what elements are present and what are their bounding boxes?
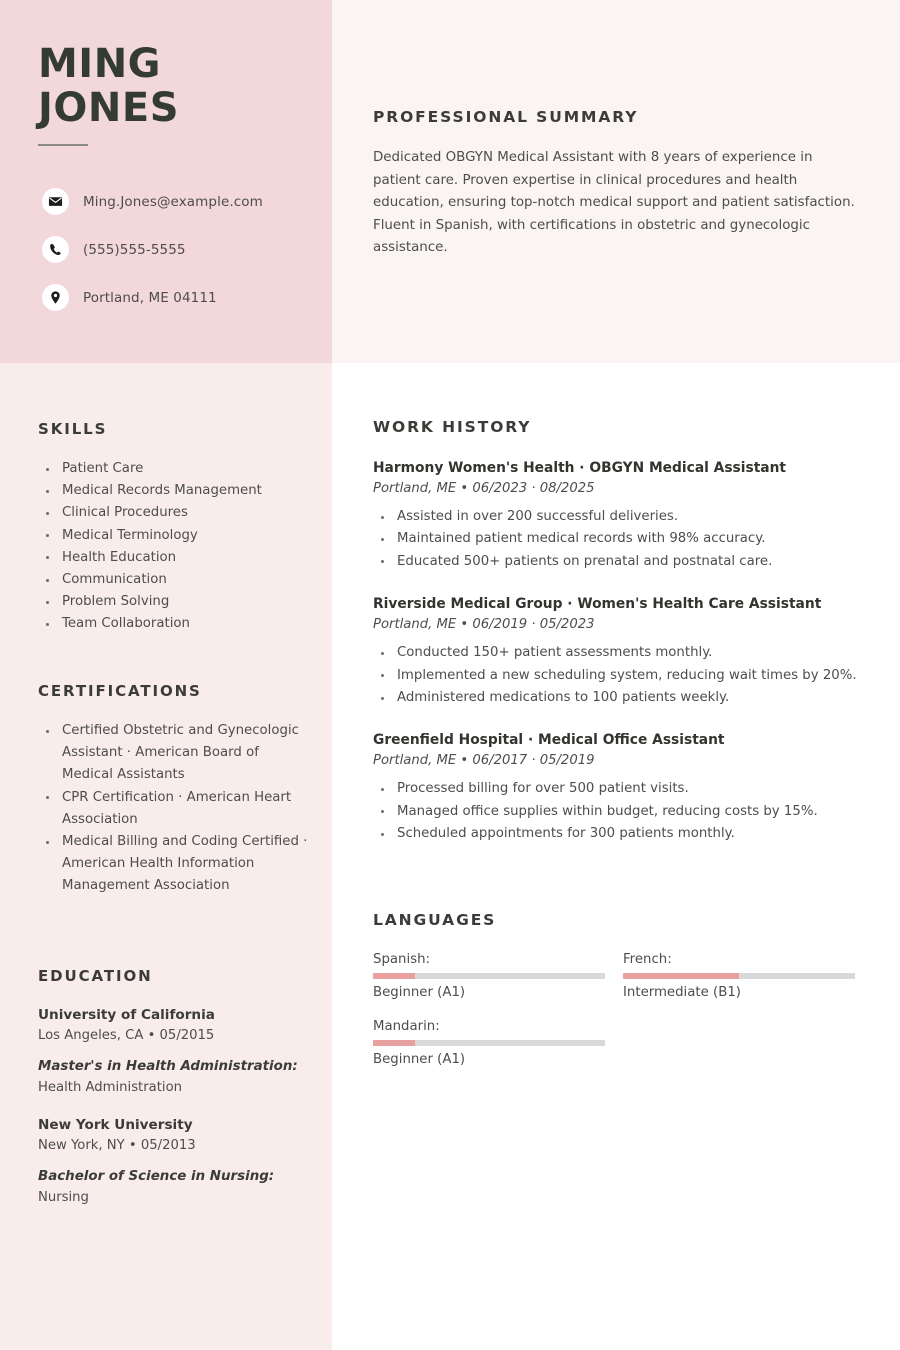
list-item: Implemented a new scheduling system, reducing wait times by 20%. [373, 665, 873, 687]
envelope-icon [42, 188, 69, 215]
language-name: French: [623, 952, 672, 967]
languages-heading: LANGUAGES [373, 911, 497, 929]
education-degree: Bachelor of Science in Nursing: [38, 1169, 275, 1184]
languages-grid [373, 950, 863, 1070]
language-proficiency-bar [373, 973, 605, 979]
job-title: Greenfield Hospital · Medical Office Assistant [373, 732, 725, 749]
list-item: Clinical Procedures [38, 502, 318, 524]
contact-location[interactable] [42, 284, 332, 311]
education-heading: EDUCATION [38, 967, 153, 985]
work-history-entry [373, 730, 873, 845]
language-entry [373, 950, 605, 1003]
skills-list [38, 458, 318, 636]
list-item: CPR Certification · American Heart Association [38, 787, 308, 831]
language-level: Beginner (A1) [373, 1052, 466, 1067]
first-name: MING [38, 41, 161, 87]
contact-email[interactable] [42, 188, 332, 215]
education-list [38, 1005, 318, 1225]
job-title: Riverside Medical Group · Women's Health Care Assistant [373, 596, 822, 613]
education-field: Nursing [38, 1190, 89, 1205]
list-item: Team Collaboration [38, 613, 318, 635]
language-proficiency-fill [373, 1040, 415, 1046]
contact-phone-text: (555)555-5555 [83, 241, 186, 258]
language-proficiency-bar [373, 1040, 605, 1046]
contact-location-text: Portland, ME 04111 [83, 289, 217, 306]
last-name: JONES [38, 85, 179, 131]
list-item: Medical Billing and Coding Certified · American Health Information Management Association [38, 831, 308, 898]
job-title: Harmony Women's Health · OBGYN Medical Assistant [373, 460, 787, 476]
list-item: Maintained patient medical records with 98% accuracy. [373, 528, 873, 550]
work-history-list [373, 458, 873, 867]
education-school: University of California [38, 1007, 215, 1023]
job-meta: Portland, ME • 06/2017 · 05/2019 [373, 753, 595, 769]
contact-phone[interactable] [42, 236, 332, 263]
work-history-heading: WORK HISTORY [373, 418, 532, 436]
list-item: Patient Care [38, 458, 318, 480]
education-meta: New York, NY • 05/2013 [38, 1138, 196, 1153]
education-school: New York University [38, 1117, 193, 1133]
language-proficiency-fill [373, 973, 415, 979]
list-item: Medical Records Management [38, 480, 318, 502]
language-entry [373, 1017, 605, 1070]
language-level: Beginner (A1) [373, 985, 466, 1000]
list-item: Problem Solving [38, 591, 318, 613]
language-proficiency-fill [623, 973, 739, 979]
job-bullets [373, 506, 873, 573]
list-item: Communication [38, 569, 318, 591]
job-meta: Portland, ME • 06/2023 · 08/2025 [373, 481, 595, 496]
job-bullets [373, 642, 873, 709]
education-degree: Master's in Health Administration: [38, 1059, 298, 1074]
language-level: Intermediate (B1) [623, 985, 741, 1000]
list-item: Administered medications to 100 patients weekly. [373, 687, 873, 709]
certifications-list [38, 720, 308, 898]
phone-icon [42, 236, 69, 263]
list-item: Medical Terminology [38, 525, 318, 547]
education-field: Health Administration [38, 1080, 182, 1095]
map-pin-icon [42, 284, 69, 311]
education-meta: Los Angeles, CA • 05/2015 [38, 1028, 215, 1043]
language-name: Mandarin: [373, 1019, 440, 1034]
language-proficiency-bar [623, 973, 855, 979]
work-history-entry [373, 458, 873, 573]
summary-heading: PROFESSIONAL SUMMARY [373, 108, 639, 126]
language-name: Spanish: [373, 952, 430, 967]
name-divider [38, 144, 88, 146]
list-item: Educated 500+ patients on prenatal and postnatal care. [373, 551, 873, 573]
list-item: Conducted 150+ patient assessments monthly. [373, 642, 873, 664]
education-entry [38, 1005, 318, 1098]
certifications-heading: CERTIFICATIONS [38, 682, 202, 700]
contact-list [42, 188, 332, 332]
list-item: Processed billing for over 500 patient visits. [373, 778, 873, 800]
contact-email-text: Ming.Jones@example.com [83, 193, 263, 210]
list-item: Scheduled appointments for 300 patients monthly. [373, 823, 873, 845]
education-entry [38, 1115, 318, 1208]
language-entry [623, 950, 855, 1003]
list-item: Assisted in over 200 successful deliveries. [373, 506, 873, 528]
list-item: Certified Obstetric and Gynecologic Assistant · American Board of Medical Assistants [38, 720, 308, 787]
name-block [38, 42, 318, 146]
job-bullets [373, 778, 873, 845]
list-item: Managed office supplies within budget, reducing costs by 15%. [373, 801, 873, 823]
job-meta: Portland, ME • 06/2019 · 05/2023 [373, 617, 595, 633]
work-history-entry [373, 594, 873, 709]
summary-text: Dedicated OBGYN Medical Assistant with 8 years of experience in patient care. Proven expertise in clinical procedures and health education, ensuring top-notch medical support and patient satisfaction. Fluent in Spanish, with certifications in obstetric and gynecologic assistance. [373, 150, 855, 256]
skills-heading: SKILLS [38, 420, 108, 438]
list-item: Health Education [38, 547, 318, 569]
